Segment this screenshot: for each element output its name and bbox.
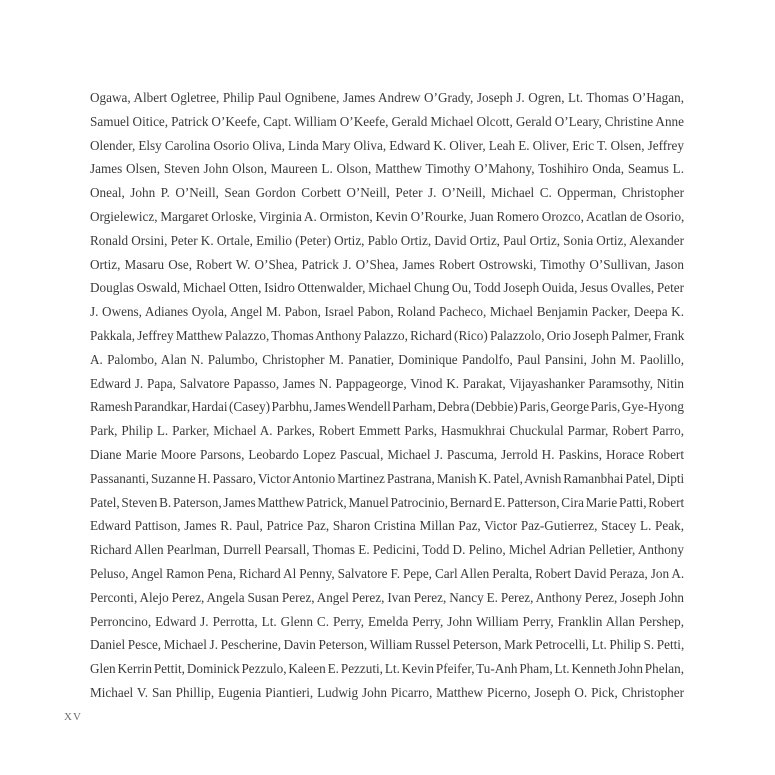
text-line: Douglas Oswald, Michael Otten, Isidro Ottenwalder, Michael Chung Ou, Todd Joseph Ouida, Jesus Ovalles, Peter (90, 280, 684, 296)
text-line: Diane Marie Moore Parsons, Leobardo Lopez Pascual, Michael J. Pascuma, Jerrold H. Paskins, Horace Robert (90, 446, 684, 462)
text-line: Glen Kerrin Pettit, Dominick Pezzulo, Kaleen E. Pezzuti, Lt. Kevin Pfeifer, Tu-Anh Pham, Lt. Kenneth John Phelan, (90, 661, 684, 677)
text-line: Edward Pattison, James R. Paul, Patrice Paz, Sharon Cristina Millan Paz, Victor Paz-Gutierrez, Stacey L. Peak, (90, 518, 684, 534)
text-line: Ortiz, Masaru Ose, Robert W. O’Shea, Patrick J. O’Shea, James Robert Ostrowski, Timothy O’Sullivan, Jason (90, 256, 684, 272)
text-line: James Olsen, Steven John Olson, Maureen L. Olson, Matthew Timothy O’Mahony, Toshihiro Onda, Seamus L. (90, 161, 684, 177)
text-line: A. Palombo, Alan N. Palumbo, Christopher M. Panatier, Dominique Pandolfo, Paul Pansini, John M. Paolillo, (90, 351, 684, 367)
text-line: Perconti, Alejo Perez, Angela Susan Perez, Angel Perez, Ivan Perez, Nancy E. Perez, Anthony Perez, Joseph John (90, 589, 684, 605)
names-list (90, 86, 684, 705)
text-line: Ogawa, Albert Ogletree, Philip Paul Ognibene, James Andrew O’Grady, Joseph J. Ogren, Lt. Thomas O’Hagan, (90, 90, 684, 105)
text-line: J. Owens, Adianes Oyola, Angel M. Pabon, Israel Pabon, Roland Pacheco, Michael Benjamin Packer, Deepa K. (90, 304, 684, 320)
text-line: Orgielewicz, Margaret Orloske, Virginia A. Ormiston, Kevin O’Rourke, Juan Romero Orozco, Acatlan de Osorio, (90, 208, 685, 224)
text-line: Park, Philip L. Parker, Michael A. Parkes, Robert Emmett Parks, Hasmukhrai Chuckulal Parmar, Robert Parro, (90, 423, 684, 439)
text-line: Edward J. Papa, Salvatore Papasso, James N. Pappageorge, Vinod K. Parakat, Vijayashanker Paramsothy, Nitin (90, 375, 684, 391)
text-line: Ronald Orsini, Peter K. Ortale, Emilio (Peter) Ortiz, Pablo Ortiz, David Ortiz, Paul Ortiz, Sonia Ortiz, Alexander (90, 232, 684, 248)
text-line: Ramesh Parandkar, Hardai (Casey) Parbhu, James Wendell Parham, Debra (Debbie) Paris, George Paris, Gye-Hyong (90, 399, 684, 415)
text-line: Daniel Pesce, Michael J. Pescherine, Davin Peterson, William Russel Peterson, Mark Petrocelli, Lt. Philip S. Petti, (90, 637, 685, 653)
text-line: Pakkala, Jeffrey Matthew Palazzo, Thomas Anthony Palazzo, Richard (Rico) Palazzolo, Orio Joseph Palmer, Frank (90, 327, 685, 343)
text-line: Samuel Oitice, Patrick O’Keefe, Capt. William O’Keefe, Gerald Michael Olcott, Gerald O’Leary, Christine Anne (90, 113, 684, 129)
text-line: Patel, Steven B. Paterson, James Matthew Patrick, Manuel Patrocinio, Bernard E. Patterson, Cira Marie Patti, Robert (90, 494, 685, 510)
text-line: Passananti, Suzanne H. Passaro, Victor Antonio Martinez Pastrana, Manish K. Patel, Avnish Ramanbhai Patel, Dipti (90, 470, 685, 486)
text-line: Olender, Elsy Carolina Osorio Oliva, Linda Mary Oliva, Edward K. Oliver, Leah E. Oliver, Eric T. Olsen, Jeffrey (90, 137, 684, 153)
text-line: Richard Allen Pearlman, Durrell Pearsall, Thomas E. Pedicini, Todd D. Pelino, Michel Adrian Pelletier, Anthony (90, 542, 684, 558)
page-number: XV (64, 711, 82, 723)
text-line: Michael V. San Phillip, Eugenia Piantieri, Ludwig John Picarro, Matthew Picerno, Joseph O. Pick, Christopher (90, 684, 684, 700)
text-line: Peluso, Angel Ramon Pena, Richard Al Penny, Salvatore F. Pepe, Carl Allen Peralta, Robert David Peraza, Jon A. (90, 565, 685, 581)
text-line: Oneal, John P. O’Neill, Sean Gordon Corbett O’Neill, Peter J. O’Neill, Michael C. Opperman, Christopher (90, 185, 684, 201)
text-line: Perroncino, Edward J. Perrotta, Lt. Glenn C. Perry, Emelda Perry, John William Perry, Franklin Allan Pershep, (90, 613, 684, 629)
